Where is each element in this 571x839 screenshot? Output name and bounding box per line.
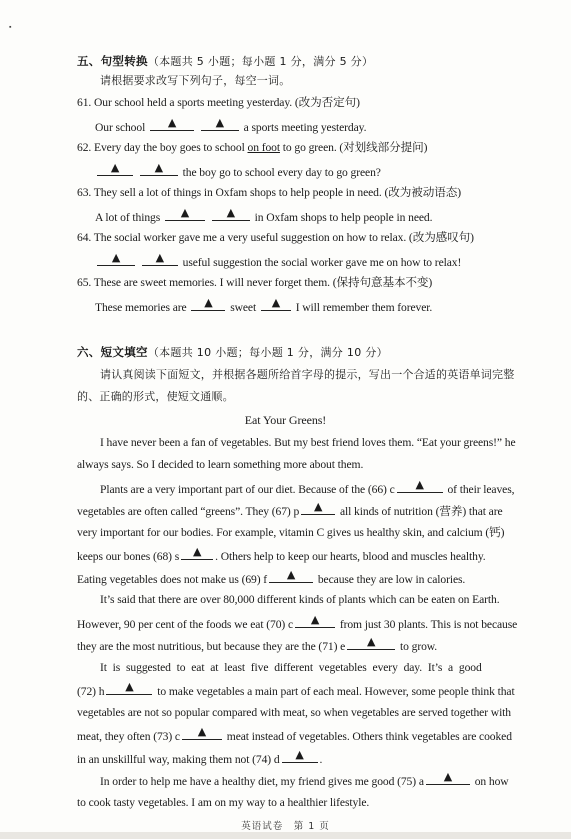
triangle-icon: ▲ (180, 206, 190, 219)
triangle-icon: ▲ (415, 480, 424, 491)
answer-blank[interactable] (140, 163, 178, 176)
passage-line (77, 682, 570, 700)
triangle-icon: ▲ (286, 568, 296, 581)
question-65: 65. These are sweet memories. I will never forget them. (保持句意基本不变) (77, 276, 433, 289)
answer-65-post: I will remember them forever. (295, 301, 433, 314)
passage-text: they are the most nutritious, but because they are the (71) e (77, 640, 346, 653)
passage-text: keeps our bones (68) s (77, 550, 180, 563)
answer-blank[interactable] (191, 298, 225, 311)
triangle-icon: ▲ (271, 296, 281, 309)
answer-63-pre: A lot of things (95, 211, 161, 224)
passage-line (100, 480, 570, 498)
question-64: 64. The social worker gave me a very useful suggestion on how to relax. (改为感叹句) (77, 231, 474, 244)
section6-instruction-2: 的、正确的形式，使短文通顺。 (77, 390, 234, 403)
answer-blank[interactable] (97, 253, 135, 266)
passage-line: very important for our bodies. For example, vitamin C gives us healthy skin, and calcium (钙) (77, 526, 505, 539)
answer-blank[interactable] (212, 208, 250, 221)
section5-heading-rest: （本题共 5 小题；每小题 1 分，满分 5 分） (147, 55, 374, 68)
margin-mark: ▪ (9, 23, 12, 31)
answer-61 (95, 118, 366, 136)
triangle-icon: ▲ (110, 161, 120, 174)
triangle-icon: ▲ (295, 748, 304, 761)
passage-text: (72) h (77, 685, 105, 698)
section6-heading-rest: （本题共 10 小题；每小题 1 分，满分 10 分） (147, 346, 388, 359)
triangle-icon: ▲ (204, 296, 213, 309)
passage-line: to cook tasty vegetables. I am on my way to a healthier lifestyle. (77, 796, 370, 809)
passage-text: In order to help me have a healthy diet, my friend gives me good (75) a (100, 775, 424, 788)
page-footer: 英语试卷 第 1 页 (241, 821, 330, 832)
blank-73[interactable] (182, 727, 222, 740)
section5-instruction: 请根据要求改写下列句子，每空一词。 (100, 74, 291, 87)
triangle-icon: ▲ (310, 615, 320, 626)
passage-line (77, 637, 437, 655)
passage-text: in an unskillful way, making them not (74) d (77, 753, 280, 766)
passage-text: However, 90 per cent of the foods we eat (70) c (77, 618, 293, 631)
blank-66[interactable] (397, 480, 443, 493)
answer-64 (95, 253, 461, 271)
passage-text: Plants are a very important part of our diet. Because of the (66) c (100, 483, 395, 496)
blank-75[interactable] (426, 772, 470, 785)
passage-line (100, 772, 570, 790)
passage-text: to grow. (400, 640, 438, 653)
passage-text: of their leaves, (447, 483, 515, 496)
passage-line: It is suggested to eat at least five different vegetables every day. It’s a good (100, 661, 482, 674)
triangle-icon: ▲ (154, 161, 163, 174)
answer-65-mid: sweet (230, 301, 257, 314)
passage-text: . (319, 753, 323, 766)
answer-blank[interactable] (150, 118, 194, 131)
passage-line (77, 727, 570, 745)
triangle-icon: ▲ (313, 502, 323, 513)
passage-line: always says. So I decided to learn something more about them. (77, 458, 364, 471)
answer-63 (95, 208, 432, 226)
passage-text: on how (474, 775, 509, 788)
blank-69[interactable] (269, 570, 313, 583)
passage-line: I have never been a fan of vegetables. But my best friend loves them. “Eat your greens!” he (100, 436, 516, 449)
blank-67[interactable] (301, 502, 335, 515)
blank-71[interactable] (347, 637, 395, 650)
section5-heading-main: 五、句型转换 (77, 54, 148, 68)
passage-line (77, 750, 322, 768)
triangle-icon: ▲ (192, 547, 202, 558)
triangle-icon: ▲ (125, 682, 134, 693)
answer-65-pre: These memories are (95, 301, 187, 314)
answer-blank[interactable] (97, 163, 133, 176)
answer-blank[interactable] (201, 118, 239, 131)
triangle-icon: ▲ (167, 116, 177, 129)
section6-instruction-1: 请认真阅读下面短文，并根据各题所给首字母的提示，写出一个合适的英语单词完整 (100, 368, 515, 381)
triangle-icon: ▲ (367, 635, 376, 648)
question-63: 63. They sell a lot of things in Oxfam shops to help people in need. (改为被动语态) (77, 186, 461, 199)
question-62-pre: 62. Every day the boy goes to school (77, 141, 248, 154)
passage-text: . Others help to keep our hearts, blood and muscles healthy. (215, 550, 486, 563)
answer-62-post: the boy go to school every day to go green? (182, 166, 381, 179)
passage-text: because they are low in calories. (317, 573, 466, 586)
triangle-icon: ▲ (111, 251, 121, 264)
answer-blank[interactable] (261, 298, 291, 311)
section6-heading (77, 344, 388, 361)
passage-text: vegetables are often called “greens”. They (67) p (77, 505, 300, 518)
triangle-icon: ▲ (155, 251, 164, 264)
section6-heading-main: 六、短文填空 (77, 345, 148, 359)
passage-text: Eating vegetables does not make us (69) f (77, 573, 268, 586)
answer-blank[interactable] (165, 208, 205, 221)
answer-62 (95, 163, 381, 181)
answer-61-pre: Our school (95, 121, 146, 134)
answer-61-post: a sports meeting yesterday. (243, 121, 367, 134)
section5-heading (77, 53, 373, 70)
passage-line (77, 547, 570, 565)
passage-line (77, 570, 465, 588)
answer-blank[interactable] (142, 253, 178, 266)
triangle-icon: ▲ (226, 206, 235, 219)
passage-line (77, 615, 570, 633)
passage-line (77, 502, 570, 520)
question-62-post: to go green. (对划线部分提问) (279, 141, 428, 154)
answer-65 (95, 298, 432, 316)
answer-64-post: useful suggestion the social worker gave me on how to relax! (182, 256, 462, 269)
passage-line: It’s said that there are over 80,000 different kinds of plants which can be eaten on Earth. (100, 593, 500, 606)
passage-text: all kinds of nutrition (营养) that are (339, 505, 503, 518)
blank-68[interactable] (181, 547, 213, 560)
blank-70[interactable] (295, 615, 335, 628)
passage-text: to make vegetables a main part of each meal. However, some people think that (157, 685, 515, 698)
triangle-icon: ▲ (197, 727, 207, 738)
triangle-icon: ▲ (215, 116, 225, 129)
passage-line: vegetables are not so popular compared with meat, so when vegetables are served together with (77, 706, 512, 719)
passage-text: meat, they often (73) c (77, 730, 180, 743)
passage-title: Eat Your Greens! (244, 413, 327, 427)
triangle-icon: ▲ (443, 772, 453, 783)
question-62-underlined: on foot (247, 141, 280, 154)
blank-72[interactable] (106, 682, 152, 695)
question-62 (77, 140, 427, 156)
blank-74[interactable] (282, 750, 318, 763)
answer-63-post: in Oxfam shops to help people in need. (254, 211, 433, 224)
page-bottom-edge (0, 832, 571, 839)
passage-text: meat instead of vegetables. Others think vegetables are cooked (226, 730, 512, 743)
question-61: 61. Our school held a sports meeting yesterday. (改为否定句) (77, 96, 360, 109)
passage-text: from just 30 plants. This is not because (339, 618, 518, 631)
